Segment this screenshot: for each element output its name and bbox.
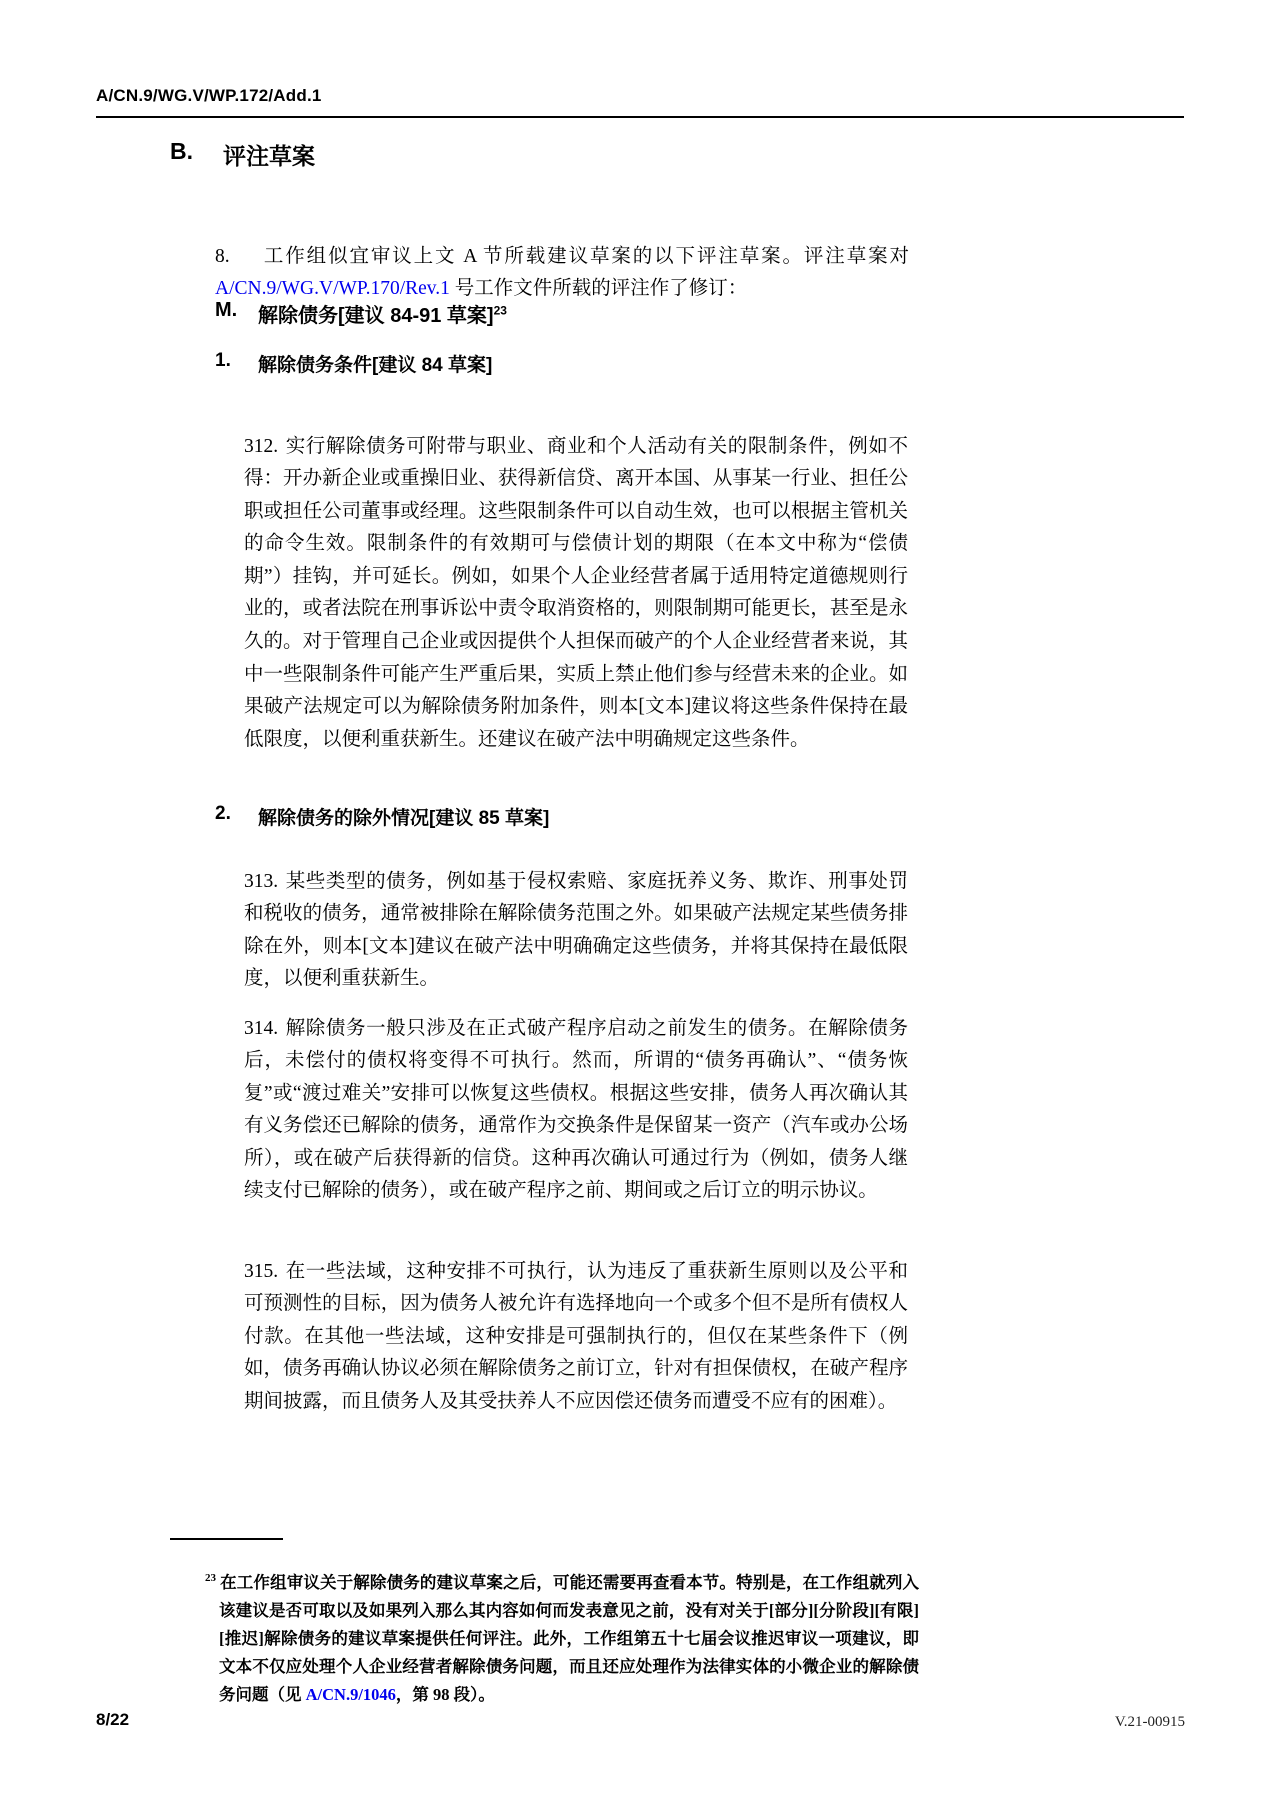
paragraph-315-number: 315. xyxy=(244,1260,279,1282)
paragraph-312-number: 312. xyxy=(244,435,279,457)
footnote-23-number: 23 xyxy=(205,1572,216,1584)
footer-document-id: V.21-00915 xyxy=(1114,1714,1185,1730)
header-rule xyxy=(96,116,1184,118)
paragraph-8-text-before-link: 工作组似宜审议上文 A 节所载建议草案的以下评注草案。评注草案对 xyxy=(262,245,909,267)
document-symbol: A/CN.9/WG.V/WP.172/Add.1 xyxy=(96,86,322,105)
paragraph-314-text: 解除债务一般只涉及在正式破产程序启动之前发生的债务。在解除债务后，未偿付的债权将变得不可执行。然而，所谓的“债务再确认”、“债务恢复”或“渡过难关”安排可以恢复这些债权。根据这些安排，债务人再次确认其有义务偿还已解除的债务，通常作为交换条件是保留某一资产（汽车或办公场所），或在破产后获得新的信贷。这种再次确认可通过行为（例如，债务人继续支付已解除的债务），或在破产程序之前、期间或之后订立的明示协议。 xyxy=(244,1017,908,1202)
section-b-label: B. xyxy=(170,138,193,164)
subsection-1-heading xyxy=(215,350,492,377)
subsection-1-title: 解除债务条件[建议 84 草案] xyxy=(258,355,493,376)
footnote-23-text-after-link: ，第 98 段）。 xyxy=(395,1684,495,1704)
paragraph-314-number: 314. xyxy=(244,1017,279,1039)
section-m-title: 解除债务[建议 84-91 草案]$^{23}$ xyxy=(258,303,507,327)
paragraph-313-text: 某些类型的债务，例如基于侵权索赔、家庭抚养义务、欺诈、刑事处罚和税收的债务，通常被排除在解除债务范围之外。如果破产法规定某些债务排除在外，则本[文本]建议在破产法中明确确定这些债务，并将其保持在最低限度，以便利重获新生。 xyxy=(244,870,908,990)
paragraph-313-number: 313. xyxy=(244,870,279,892)
section-b-title: 评注草案 xyxy=(223,143,315,169)
paragraph-312-text: 实行解除债务可附带与职业、商业和个人活动有关的限制条件，例如不得：开办新企业或重操旧业、获得新信贷、离开本国、从事某一行业、担任公职或担任公司董事或经理。这些限制条件可以自动生效，也可以根据主管机关的命令生效。限制条件的有效期可与偿债计划的期限（在本文中称为“偿债期”）挂钩，并可延长。例如，如果个人企业经营者属于适用特定道德规则行业的，或者法院在刑事诉讼中责令取消资格的，则限制期可能更长，甚至是永久的。对于管理自己企业或因提供个人担保而破产的个人企业经营者来说，其中一些限制条件可能产生严重后果，实质上禁止他们参与经营未来的企业。如果破产法规定可以为解除债务附加条件，则本[文本]建议将这些条件保持在最低限度，以便利重获新生。还建议在破产法中明确规定这些条件。 xyxy=(244,435,908,750)
footer-page-number: 8/22 xyxy=(96,1710,130,1729)
paragraph-8-text-after-link: 号工作文件所载的评注作了修订： xyxy=(449,278,748,300)
section-m-label: M. xyxy=(215,299,238,321)
footnote-23-text-before-link: 在工作组审议关于解除债务的建议草案之后，可能还需要再查看本节。特别是，在工作组就列入该建议是否可取以及如果列入那么其内容如何而发表意见之前，没有对关于[部分][分阶段][有限][推迟]解除债务的建议草案提供任何评注。此外，工作组第五十七届会议推迟审议一项建议，即文本不仅应处理个人企业经营者解除债务问题，而且还应处理作为法律实体的小微企业的解除债务问题（见 xyxy=(219,1572,919,1704)
paragraph-314 xyxy=(244,1013,908,1209)
paragraph-8-number: 8. xyxy=(215,245,230,267)
paragraph-312 xyxy=(244,431,908,757)
subsection-2-title: 解除债务的除外情况[建议 85 草案] xyxy=(258,808,550,829)
link-acn9-1046[interactable]: A/CN.9/1046 xyxy=(305,1684,396,1704)
footnote-ref-23[interactable]: 23 xyxy=(493,303,507,318)
subsection-2-heading xyxy=(215,803,549,830)
paragraph-315 xyxy=(244,1256,908,1419)
link-wp170-rev1[interactable]: A/CN.9/WG.V/WP.170/Rev.1 xyxy=(215,278,450,300)
footnote-separator xyxy=(170,1538,283,1540)
section-b-heading xyxy=(170,138,315,171)
footnote-23 xyxy=(205,1569,919,1709)
paragraph-315-text: 在一些法域，这种安排不可执行，认为违反了重获新生原则以及公平和可预测性的目标，因为债务人被允许有选择地向一个或多个但不是所有债权人付款。在其他一些法域，这种安排是可强制执行的，但仅在某些条件下（例如，债务再确认协议必须在解除债务之前订立，针对有担保债权，在破产程序期间披露，而且债务人及其受扶养人不应因偿还债务而遭受不应有的困难）。 xyxy=(244,1260,908,1412)
section-m-heading xyxy=(215,299,507,328)
subsection-1-label: 1. xyxy=(215,350,231,371)
paragraph-313 xyxy=(244,866,908,996)
paragraph-8 xyxy=(215,241,909,306)
subsection-2-label: 2. xyxy=(215,803,231,824)
